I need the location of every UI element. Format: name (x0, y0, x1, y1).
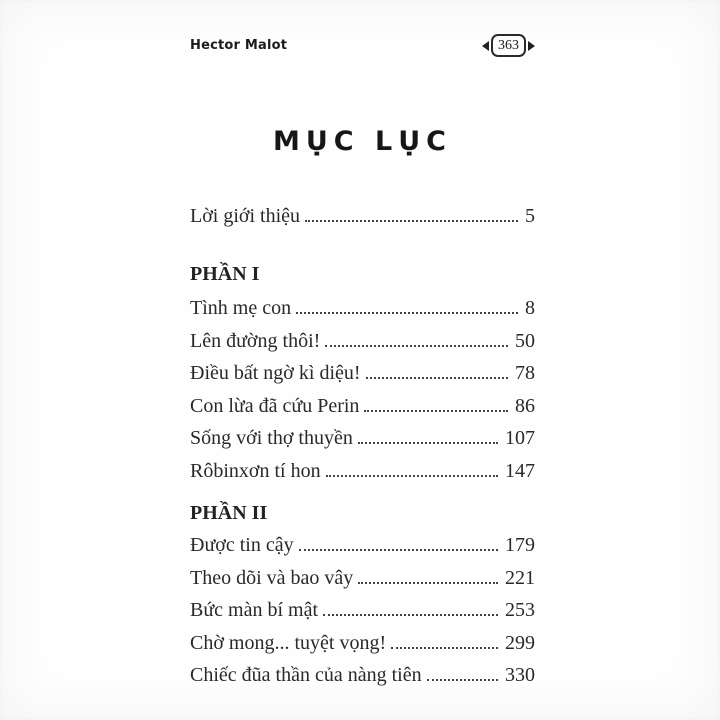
toc-entry-label: Tình mẹ con (190, 297, 292, 319)
dot-leader (296, 312, 518, 314)
toc-entry (190, 200, 535, 233)
toc-intro (190, 200, 535, 233)
dot-leader (358, 582, 498, 584)
page-number: 363 (491, 34, 526, 57)
toc-title: MỤC LỤC (273, 126, 452, 157)
toc-entry (190, 594, 535, 627)
toc-entry-label: Lên đường thôi! (190, 329, 321, 352)
toc-entry-label: Con lừa đã cứu Perin (190, 394, 360, 417)
section-heading-2: PHẦN II (190, 502, 268, 524)
toc-entry (190, 529, 535, 562)
section-2-entries (190, 529, 535, 692)
toc-entry-page: 86 (515, 394, 535, 417)
toc-entry-page: 221 (505, 566, 535, 589)
toc-entry (190, 627, 535, 660)
dot-leader (326, 475, 498, 477)
toc-entry-label: Được tin cậy (190, 534, 294, 556)
toc-entry (190, 562, 535, 595)
toc-entry-page: 5 (525, 205, 535, 227)
toc-entry (190, 455, 535, 488)
toc-entry-label: Điều bất ngờ kì diệu! (190, 362, 361, 384)
dot-leader (305, 220, 518, 222)
toc-entry (190, 422, 535, 455)
running-author: Hector Malot (190, 38, 288, 53)
toc-entry (190, 659, 535, 692)
toc-entry-label: Bức màn bí mật (190, 599, 319, 621)
dot-leader (391, 647, 498, 649)
toc-entry-label: Theo dõi và bao vây (190, 566, 354, 589)
toc-entry-page: 179 (505, 534, 535, 556)
section-heading-1: PHẦN I (190, 263, 260, 285)
page-number-badge (482, 34, 535, 57)
dot-leader (427, 679, 498, 681)
toc-entry-page: 330 (505, 664, 535, 686)
toc-entry-page: 50 (515, 329, 535, 352)
toc-entry-page: 253 (505, 599, 535, 621)
toc-entry (190, 292, 535, 325)
right-arrow-icon (528, 41, 535, 51)
toc-entry-page: 78 (515, 362, 535, 384)
dot-leader (358, 442, 498, 444)
dot-leader (364, 410, 508, 412)
dot-leader (366, 377, 508, 379)
toc-entry-page: 147 (505, 459, 535, 482)
dot-leader (325, 345, 508, 347)
toc-entry-label: Sống với thợ thuyền (190, 427, 353, 449)
toc-entry-label: Lời giới thiệu (190, 205, 301, 227)
toc-entry-label: Chờ mong... tuyệt vọng! (190, 631, 387, 654)
toc-entry-page: 107 (505, 427, 535, 449)
toc-entry-label: Chiếc đũa thần của nàng tiên (190, 664, 422, 686)
toc-entry (190, 325, 535, 358)
toc-entry-page: 8 (525, 297, 535, 319)
toc-entry (190, 357, 535, 390)
dot-leader (323, 614, 498, 616)
dot-leader (299, 549, 498, 551)
toc-entry-page: 299 (505, 631, 535, 654)
section-1-entries (190, 292, 535, 487)
left-arrow-icon (482, 41, 489, 51)
toc-entry (190, 390, 535, 423)
page-header (190, 34, 535, 57)
toc-entry-label: Rôbinxơn tí hon (190, 459, 321, 482)
